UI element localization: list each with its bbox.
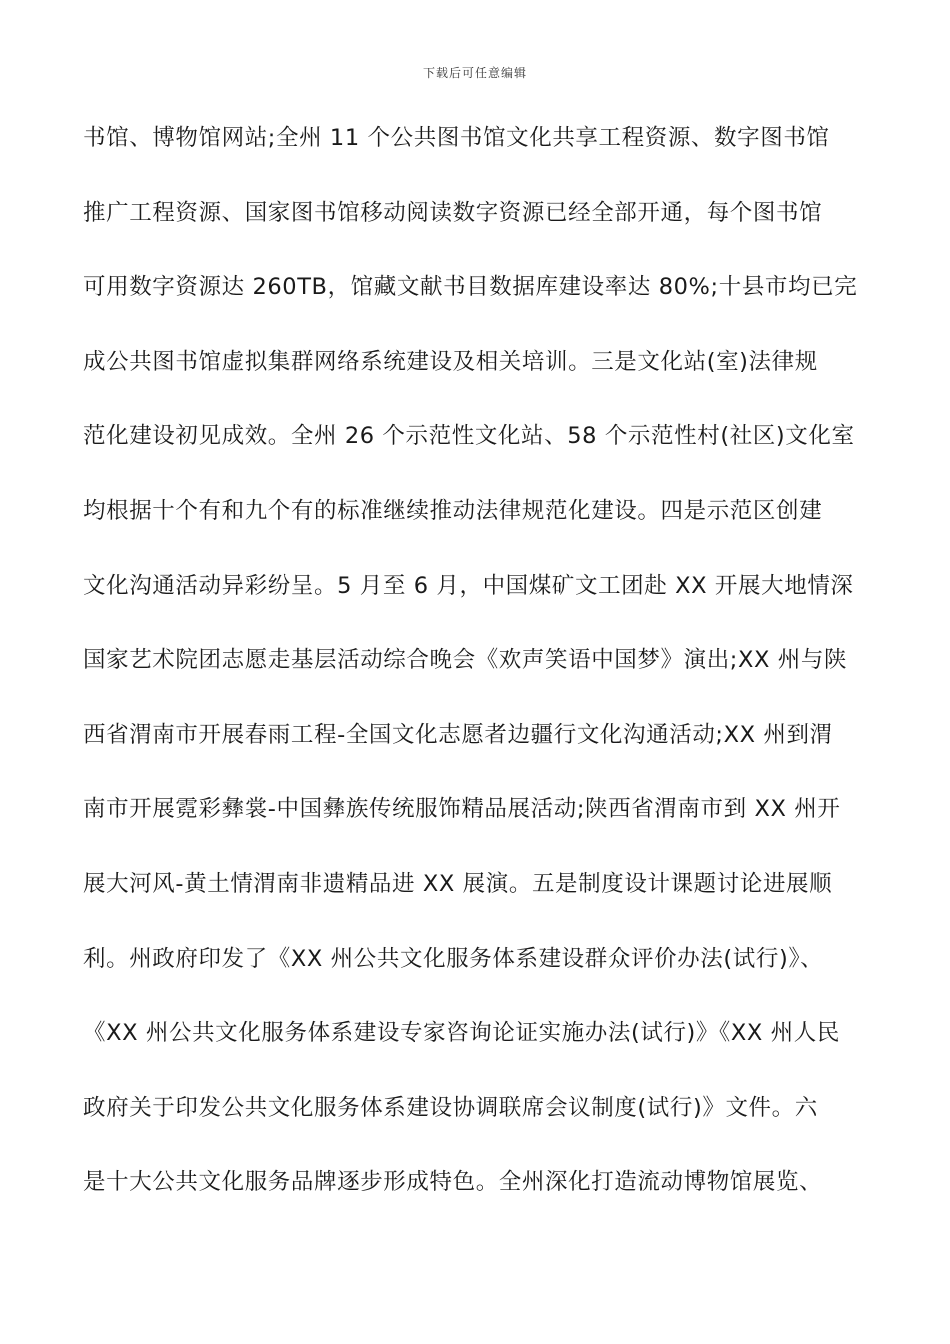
text-line: 文化沟通活动异彩纷呈。5 月至 6 月，中国煤矿文工团赴 XX 开展大地情深 xyxy=(83,572,854,599)
text-line: 书馆、博物馆网站;全州 11 个公共图书馆文化共享工程资源、数字图书馆 xyxy=(83,125,830,151)
text-line: 可用数字资源达 260TB，馆藏文献书目数据库建设率达 80%;十县市均已完 xyxy=(83,274,858,301)
text-line: 西省渭南市开展春雨工程-全国文化志愿者边疆行文化沟通活动;XX 州到渭 xyxy=(83,721,833,748)
text-line: 《XX 州公共文化服务体系建设专家咨询论证实施办法(试行)》《XX 州人民 xyxy=(83,1020,840,1047)
text-line: 成公共图书馆虚拟集群网络系统建设及相关培训。三是文化站(室)法律规 xyxy=(83,348,818,375)
text-line: 是十大公共文化服务品牌逐步形成特色。全州深化打造流动博物馆展览、 xyxy=(83,1169,823,1196)
text-line: 国家艺术院团志愿走基层活动综合晚会《欢声笑语中国梦》演出;XX 州与陕 xyxy=(83,647,848,674)
text-line: 政府关于印发公共文化服务体系建设协调联席会议制度(试行)》文件。六 xyxy=(83,1094,818,1121)
text-line: 南市开展霓彩彝裳-中国彝族传统服饰精品展活动;陕西省渭南市到 XX 州开 xyxy=(83,796,841,823)
text-line: 范化建设初见成效。全州 26 个示范性文化站、58 个示范性村(社区)文化室 xyxy=(83,423,855,450)
page-header: 下载后可任意编辑 xyxy=(422,66,527,80)
text-line: 利。州政府印发了《XX 州公共文化服务体系建设群众评价办法(试行)》、 xyxy=(83,945,824,972)
body-text xyxy=(83,116,873,1235)
text-line: 展大河风-黄土情渭南非遗精品进 XX 展演。五是制度设计课题讨论进展顺 xyxy=(83,870,833,897)
text-line: 推广工程资源、国家图书馆移动阅读数字资源已经全部开通，每个图书馆 xyxy=(83,199,823,226)
text-line: 均根据十个有和九个有的标准继续推动法律规范化建设。四是示范区创建 xyxy=(83,497,823,524)
